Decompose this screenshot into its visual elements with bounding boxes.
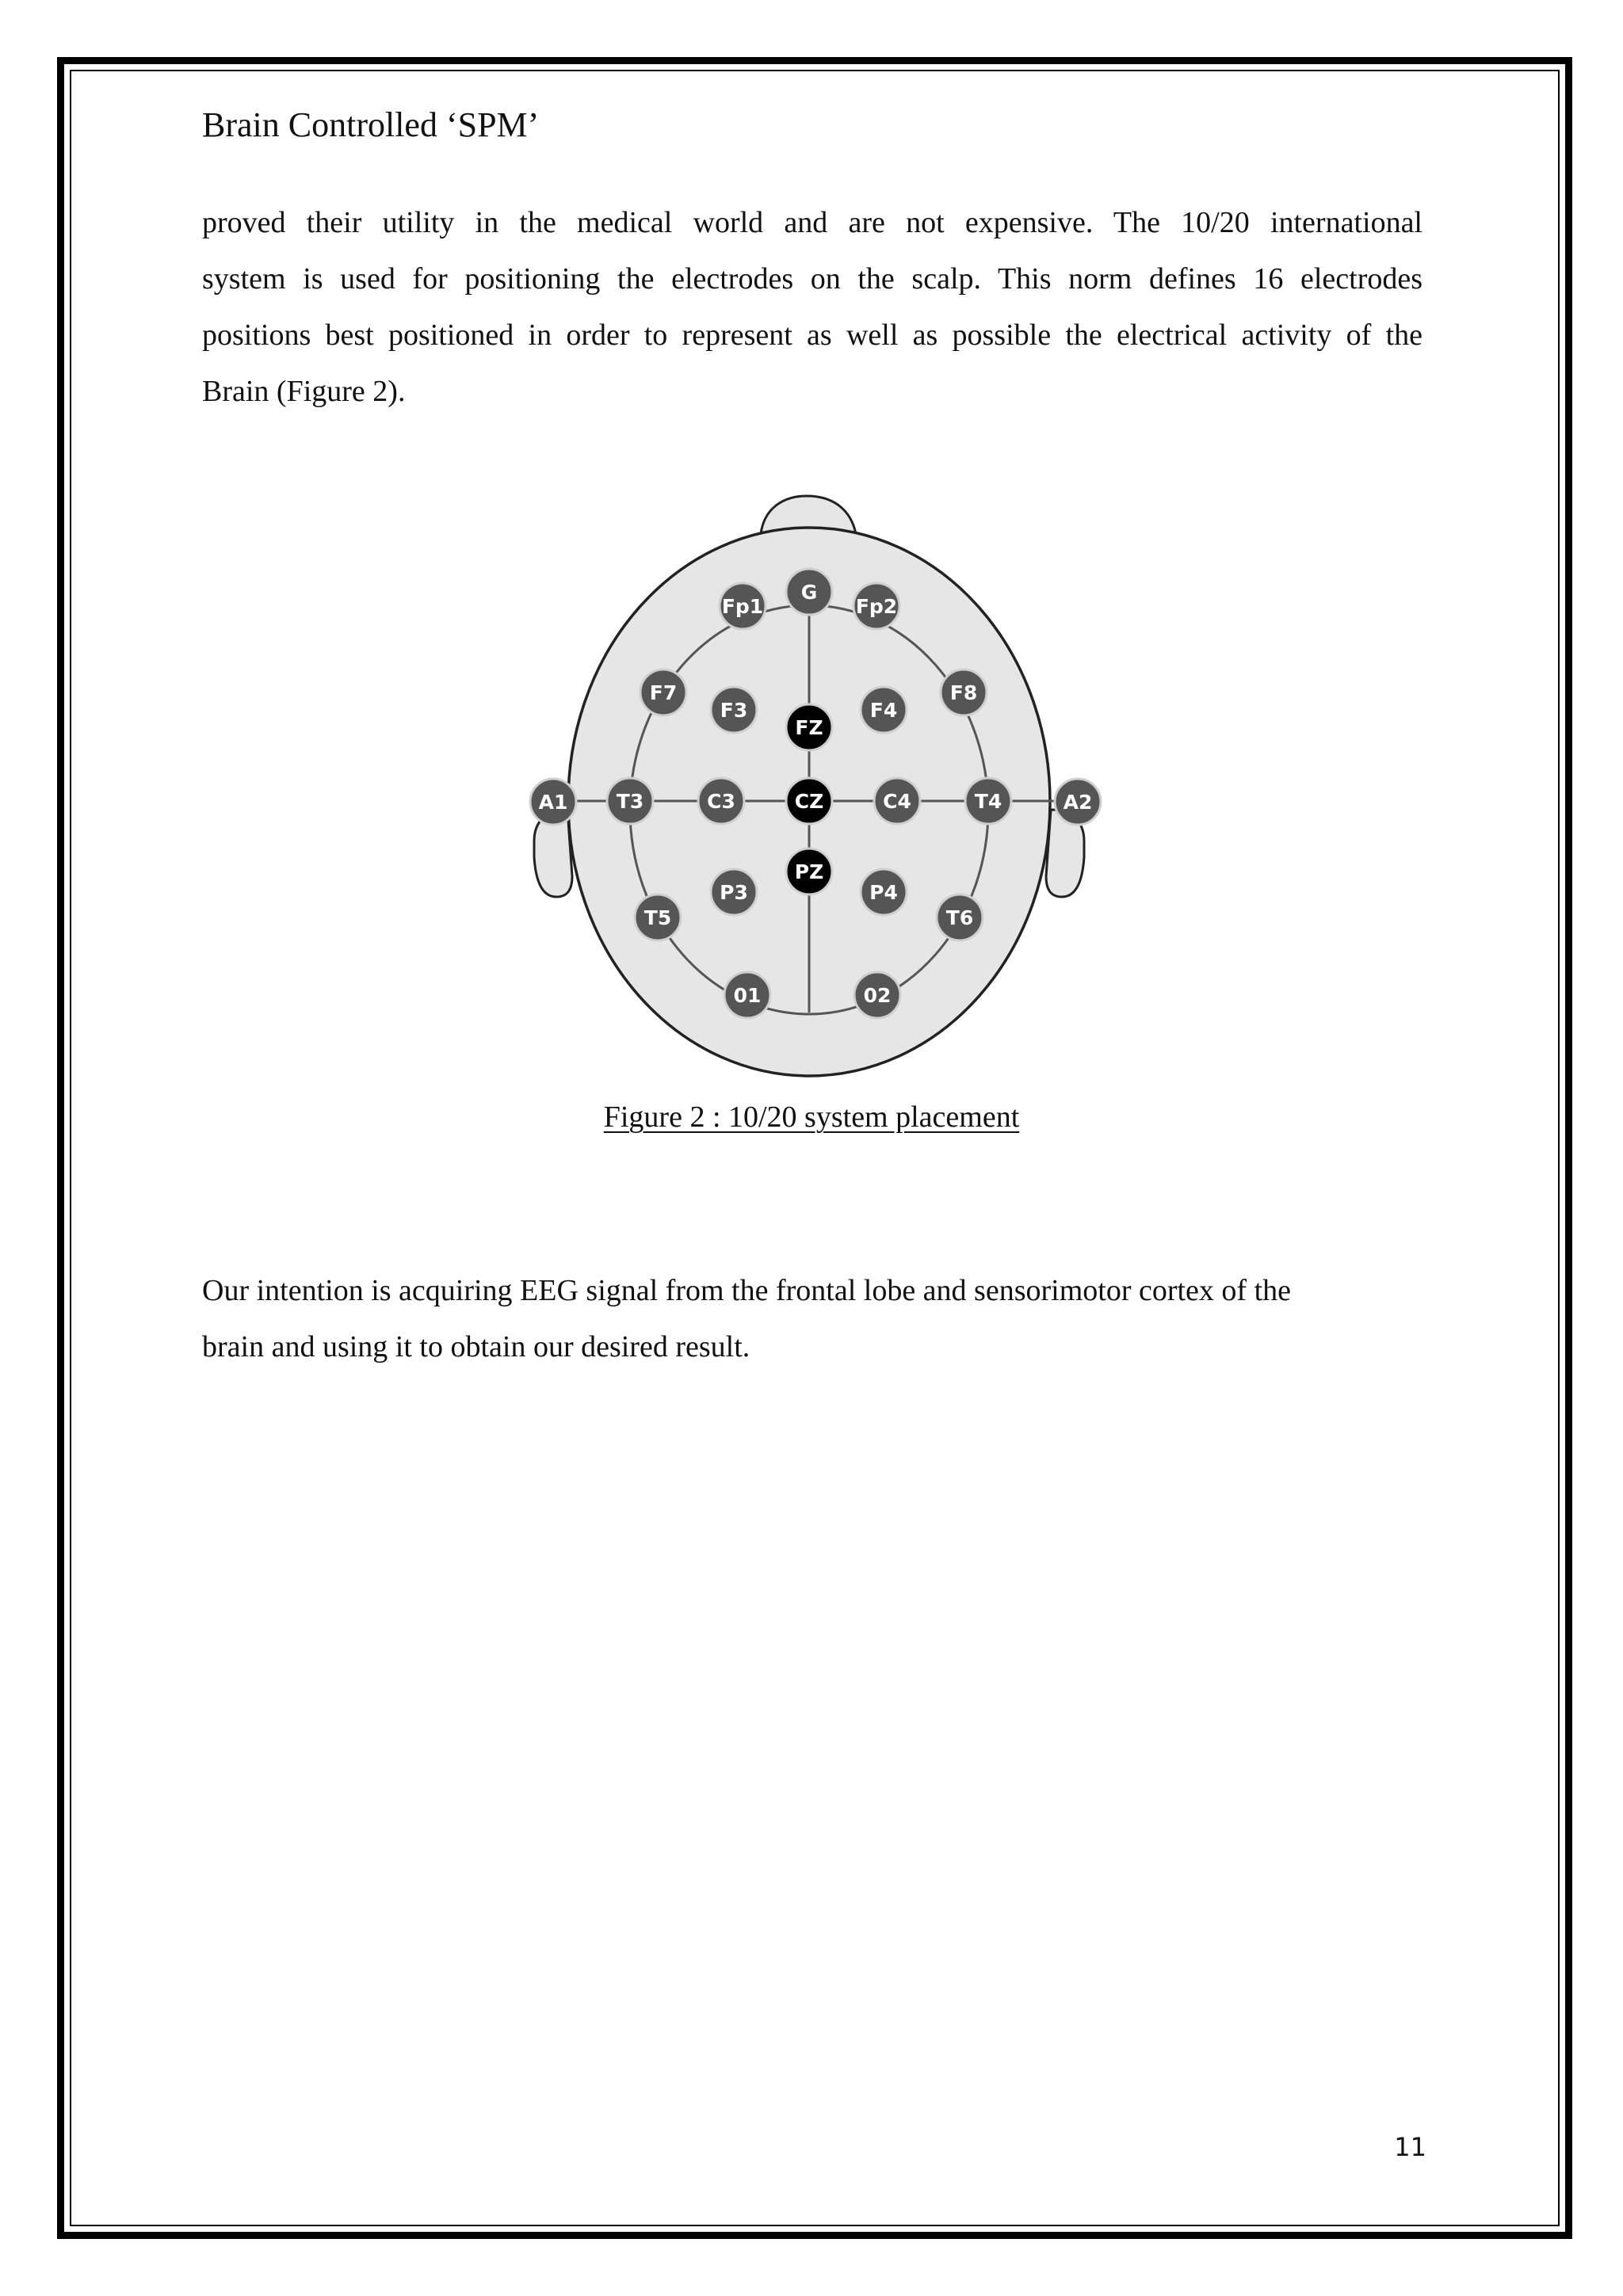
electrode-label: C4 xyxy=(883,790,911,813)
paragraph-1-line: Brain (Figure 2). xyxy=(202,375,406,408)
electrode-02 xyxy=(854,972,900,1018)
electrode-label: T4 xyxy=(974,790,1002,813)
electrode-label: T3 xyxy=(616,790,644,813)
electrode-t4 xyxy=(965,778,1011,824)
running-header: Brain Controlled ‘SPM’ xyxy=(202,105,540,144)
electrode-label: F3 xyxy=(720,699,748,722)
paragraph-1-line: proved their utility in the medical world and are not expensive. The 10/20 international xyxy=(202,206,1423,239)
paragraph-2-line: brain and using it to obtain our desired result. xyxy=(202,1330,750,1363)
electrode-a1 xyxy=(530,779,576,825)
electrode-g xyxy=(786,569,832,615)
electrode-fp2 xyxy=(854,583,899,629)
figure-caption-text: Figure 2 : 10/20 system placement xyxy=(603,1100,1020,1134)
page-number: 11 xyxy=(1394,2132,1426,2162)
electrode-c4 xyxy=(874,778,920,824)
paragraph-2-line: Our intention is acquiring EEG signal from the frontal lobe and sensorimotor cortex of the xyxy=(202,1274,1291,1307)
electrode-label: P4 xyxy=(869,881,898,904)
electrode-p4 xyxy=(861,869,907,915)
figure-caption xyxy=(0,1097,1623,1138)
electrode-t5 xyxy=(635,894,681,940)
electrode-label: CZ xyxy=(794,790,824,813)
electrode-label: A2 xyxy=(1063,791,1093,814)
electrode-f8 xyxy=(941,669,987,715)
electrode-label: 02 xyxy=(863,984,892,1007)
electrode-label: A1 xyxy=(538,791,568,814)
electrode-label: F7 xyxy=(649,681,678,704)
body-paragraph-1 xyxy=(202,195,1423,420)
electrode-fz xyxy=(786,704,832,750)
electrode-label: Fp2 xyxy=(855,595,898,618)
electrode-cz xyxy=(786,778,832,824)
electrode-label: T5 xyxy=(643,906,672,929)
electrode-label: F8 xyxy=(949,681,978,704)
electrode-label: P3 xyxy=(720,881,748,904)
electrode-t3 xyxy=(607,778,653,824)
electrode-label: T6 xyxy=(945,906,974,929)
electrode-a2 xyxy=(1055,779,1101,825)
electrode-label: F4 xyxy=(869,699,898,722)
electrode-label: C3 xyxy=(707,790,735,813)
paragraph-1-line: system is used for positioning the electrodes on the scalp. This norm defines 16 electrodes xyxy=(202,262,1423,296)
electrode-f7 xyxy=(640,669,686,715)
electrode-label: PZ xyxy=(794,860,824,883)
electrode-f3 xyxy=(711,687,757,733)
electrode-fp1 xyxy=(720,583,766,629)
body-paragraph-2 xyxy=(202,1263,1423,1375)
electrode-label: Fp1 xyxy=(721,595,764,618)
electrode-label: 01 xyxy=(733,984,762,1007)
electrode-label: FZ xyxy=(795,716,823,739)
electrode-t6 xyxy=(937,894,983,940)
electrode-pz xyxy=(786,849,832,894)
electrode-label: G xyxy=(800,581,818,604)
paragraph-1-line: positions best positioned in order to represent as well as possible the electrical activity of the xyxy=(202,318,1423,352)
electrode-01 xyxy=(724,972,770,1018)
electrode-c3 xyxy=(698,778,744,824)
eeg-10-20-diagram xyxy=(523,485,1109,1084)
electrode-f4 xyxy=(861,687,907,733)
electrode-p3 xyxy=(711,869,757,915)
